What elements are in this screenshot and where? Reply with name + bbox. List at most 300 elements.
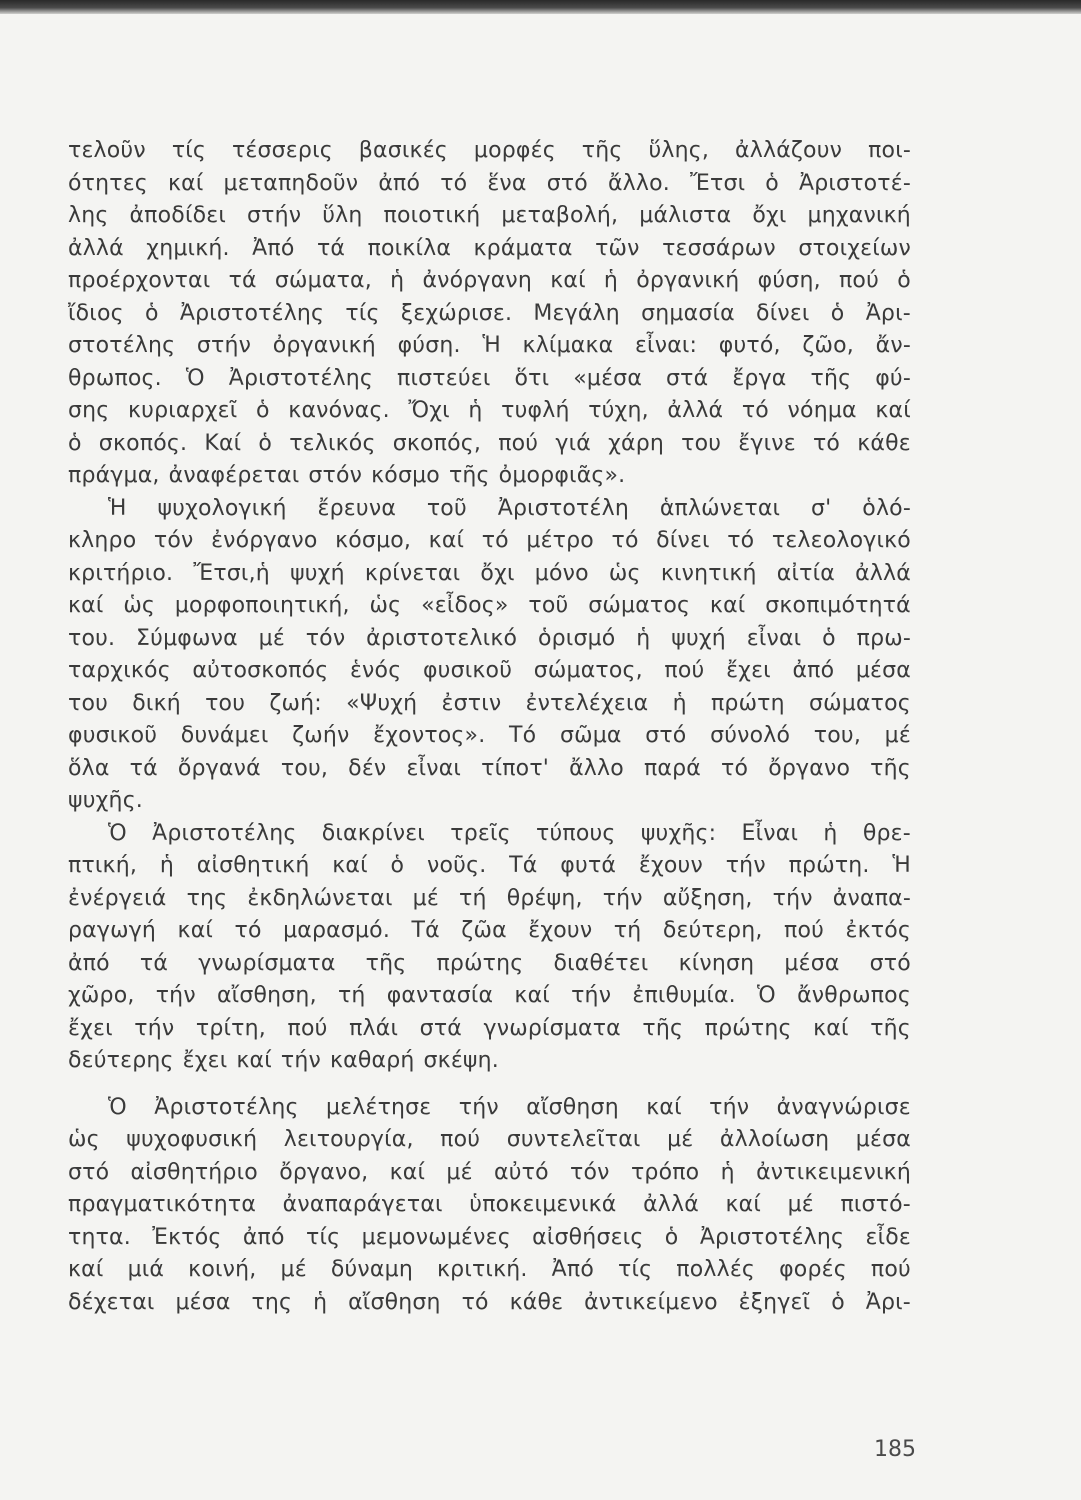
word: κοινή,	[188, 1257, 257, 1282]
word: στό	[68, 1159, 110, 1185]
word: «εἶδος»	[421, 593, 509, 618]
word: γνωρίσματα	[483, 1015, 621, 1041]
word: αὐτό	[494, 1159, 549, 1185]
text-line	[68, 753, 911, 786]
word: ραγωγή	[68, 918, 157, 943]
text-line	[68, 558, 911, 591]
word: του.	[68, 625, 116, 651]
word: ἡ	[468, 398, 483, 423]
text-line	[68, 785, 911, 818]
word: κλίμακα	[522, 333, 614, 358]
word: ἔχουν	[638, 853, 703, 878]
word: πολλές	[676, 1257, 756, 1282]
word: τελικός	[289, 430, 376, 456]
word: φυσικοῦ	[422, 658, 513, 683]
word: πρω-	[856, 625, 911, 651]
text-line	[68, 168, 911, 201]
word: κρίνεται	[364, 560, 461, 586]
word: τρόπο	[630, 1159, 700, 1185]
word: ζωήν	[292, 723, 350, 748]
word: ἔχει	[182, 1048, 228, 1073]
word: Καί	[204, 430, 242, 456]
word: βασικές	[358, 138, 448, 163]
word: τοῦ	[528, 593, 569, 618]
word: τύπους	[536, 820, 616, 846]
word: πλάι	[349, 1015, 399, 1041]
word: ἐνέργειά	[68, 885, 167, 911]
word: μάλιστα	[639, 203, 732, 228]
word: εἶναι:	[634, 333, 698, 358]
word: ὑποκειμενικά	[469, 1192, 617, 1217]
word: μέ	[446, 1159, 473, 1185]
word: δεύτερης	[68, 1048, 174, 1073]
word: τό	[741, 398, 769, 423]
text-line	[68, 655, 911, 688]
word: ἔχει	[726, 658, 771, 683]
word: τό	[812, 430, 841, 456]
text-line	[68, 460, 911, 493]
word: ἀπό	[68, 950, 110, 976]
word: καί	[709, 593, 746, 618]
word: παρά	[643, 755, 701, 781]
word: ὀργανική	[272, 333, 376, 358]
word: τῆς	[870, 755, 911, 781]
word: της	[251, 1289, 293, 1315]
word: νόημα	[787, 398, 857, 423]
word: ἐκδηλώνεται	[247, 885, 393, 911]
word: μορφές	[473, 138, 556, 163]
word: «Ψυχή	[346, 690, 418, 716]
word: κίνηση	[678, 950, 755, 976]
word: δυνάμει	[180, 723, 269, 748]
word: ὁ	[390, 853, 405, 878]
word: ὁ	[765, 170, 779, 196]
word: καί	[725, 1192, 762, 1217]
word: ὄχι	[480, 560, 515, 586]
word: Ἐκτός	[152, 1224, 222, 1250]
word: διαθέτει	[553, 950, 649, 976]
word: Ἔτσι,ἡ	[193, 560, 270, 586]
word: ψυχῆς:	[640, 820, 717, 846]
word: ζῶα	[461, 918, 507, 943]
word: φαντασία	[386, 983, 494, 1008]
word: ἡ	[823, 820, 838, 846]
word: Ἀριστοτέλης	[228, 365, 374, 391]
word: ἁπλώνεται	[659, 495, 781, 521]
word: στά	[419, 1015, 462, 1041]
text-line	[68, 1013, 911, 1046]
word: καί	[332, 853, 368, 878]
word: γιά	[555, 430, 591, 456]
word: τήν	[571, 983, 612, 1008]
word: στό	[546, 170, 588, 196]
word: τῆς	[810, 365, 852, 391]
word: τῆς	[365, 950, 407, 976]
text-line	[68, 1189, 911, 1222]
word: σώματος	[809, 690, 911, 716]
word: Ἀπό	[551, 1257, 594, 1282]
word: Ὁ	[757, 983, 776, 1008]
word: χημική.	[146, 235, 230, 261]
word: κάθε	[857, 430, 911, 456]
text-line	[68, 1045, 911, 1078]
word: τῆς	[448, 463, 490, 488]
word: τό	[461, 1289, 489, 1315]
word: μέσα	[855, 658, 911, 683]
word: πρώτη	[710, 690, 785, 716]
word: τεσσάρων	[662, 235, 776, 261]
word: τρεῖς	[450, 820, 511, 846]
word: φύ-	[875, 365, 911, 391]
word: σῶμα	[559, 723, 622, 748]
word: μέ	[280, 1257, 307, 1282]
word: καθαρή	[329, 1048, 415, 1073]
word: Ἀριστοτέλης	[179, 300, 325, 326]
word: ζωή:	[269, 690, 322, 716]
word: τό	[611, 528, 639, 553]
word: ὁ	[256, 398, 270, 423]
word: τήν	[155, 983, 196, 1008]
word: σημασία	[641, 300, 735, 326]
word: δύναμη	[330, 1257, 413, 1282]
word: ἀναγνώρισε	[776, 1094, 911, 1120]
word: ἡ	[159, 853, 174, 878]
word: Ἔτσι	[690, 170, 746, 196]
text-line	[68, 265, 911, 298]
word: τήν	[602, 885, 643, 911]
word: Ἀρι-	[865, 300, 911, 326]
word: σώματος	[588, 593, 691, 618]
word: μέ	[258, 625, 285, 651]
word: αἰτία	[776, 560, 835, 586]
word: του	[205, 690, 246, 716]
word: ὁ	[831, 1289, 845, 1315]
word: ἐκτός	[845, 918, 911, 943]
text-line	[68, 1254, 911, 1287]
word: στό	[645, 723, 687, 748]
word: μέσα	[175, 1289, 231, 1315]
word: ὡς	[68, 1127, 100, 1152]
word: τά	[129, 755, 158, 781]
word: ποιοτική	[383, 203, 481, 228]
word: αὔξηση,	[662, 885, 753, 911]
word: ἔγινε	[738, 430, 796, 456]
word: κριτική.	[437, 1257, 528, 1282]
word: ἀλλά	[68, 235, 124, 261]
word: χάρη	[608, 430, 664, 456]
text-line	[68, 818, 911, 851]
body-text	[68, 135, 911, 1319]
word: ὕλη	[322, 203, 363, 228]
word: ἡ	[603, 268, 619, 293]
word: μεταβολή,	[501, 203, 619, 228]
word: αὐτοσκοπός	[192, 658, 329, 683]
word: ἡ	[636, 625, 651, 651]
word: τελοῦν	[68, 138, 146, 163]
word: Τά	[411, 918, 440, 943]
word: καί	[167, 170, 204, 196]
word: θρέψη,	[506, 885, 583, 911]
word: στόν	[308, 463, 363, 488]
word: τή	[613, 918, 642, 943]
word: δέχεται	[68, 1289, 155, 1315]
word: τρίτη,	[195, 1015, 266, 1041]
word: ἔχει	[68, 1015, 113, 1041]
word: σκοπός,	[392, 430, 482, 456]
word: ὀμορφιᾶς».	[498, 463, 626, 488]
word: ἔχουν	[528, 918, 593, 943]
word: θρε-	[862, 820, 911, 846]
word: τίποτ'	[481, 755, 550, 781]
word: ὡς	[123, 593, 156, 618]
text-line	[68, 200, 911, 233]
text-line	[68, 720, 911, 753]
word: τήν	[458, 1094, 499, 1120]
word: ἡ	[720, 1159, 735, 1185]
word: του	[681, 430, 722, 456]
text-line	[68, 688, 911, 721]
word: καί	[389, 1159, 426, 1185]
word: καί	[177, 918, 214, 943]
word: Ἀριστοτέλης	[154, 1094, 299, 1120]
word: κανόνας.	[288, 398, 390, 423]
word: μέσα	[784, 950, 840, 976]
word: μηχανική	[807, 203, 911, 228]
word: ότητες	[68, 170, 148, 196]
text-line	[68, 623, 911, 656]
word: ὁλό-	[862, 495, 911, 521]
word: του,	[813, 723, 862, 748]
word: καί	[646, 1094, 682, 1120]
word: τυφλή	[501, 398, 570, 423]
word: δίνει	[756, 300, 810, 326]
word: τήν	[772, 885, 813, 911]
word: Ἡ	[892, 853, 911, 878]
word: του	[68, 690, 109, 716]
word: ἑνός	[349, 658, 402, 683]
word: Τό	[509, 723, 537, 748]
word: ὡς	[369, 593, 402, 618]
word: νοῦς.	[427, 853, 487, 878]
text-line	[68, 1287, 911, 1320]
word: τοῦ	[426, 495, 467, 521]
word: φορές	[779, 1257, 847, 1282]
word: τή	[337, 983, 366, 1008]
word: δική	[132, 690, 181, 716]
word: σώματα,	[274, 268, 372, 293]
word: τό	[234, 918, 262, 943]
word: Σύμφωνα	[136, 625, 238, 651]
word: μελέτησε	[325, 1094, 432, 1120]
word: ὡς	[608, 560, 641, 586]
word: δέν	[348, 755, 387, 781]
word: τό	[721, 755, 749, 781]
word: σώματος,	[533, 658, 643, 683]
word: τά	[228, 268, 257, 293]
word: ἐστιν	[441, 690, 502, 716]
word: χῶρο,	[68, 983, 135, 1008]
text-line	[68, 1157, 911, 1190]
word: τελεολογικό	[771, 528, 911, 553]
word: ὁ	[664, 1224, 679, 1250]
word: ὁ	[897, 268, 911, 293]
word: Τά	[509, 853, 538, 878]
word: μέσα	[855, 1127, 911, 1152]
word: Ἀριστοτέλης	[152, 820, 297, 846]
word: καί	[550, 268, 586, 293]
word: μέ	[667, 1127, 694, 1152]
word: τόν	[153, 528, 194, 553]
word: «μέσα	[573, 365, 643, 391]
word: πού	[287, 1015, 328, 1041]
text-line	[68, 948, 911, 981]
word: ἡ	[672, 690, 687, 716]
word: τῆς	[870, 1015, 911, 1041]
word: σκέψη.	[423, 1048, 499, 1073]
word: ἡ	[390, 268, 405, 293]
word: τό	[727, 528, 755, 553]
word: ὁ	[68, 430, 82, 456]
scan-border	[0, 0, 1081, 14]
word: θρωπος.	[68, 365, 162, 391]
word: καί	[68, 593, 104, 618]
word: τή	[459, 885, 487, 911]
word: σκοπιμότητά	[765, 593, 911, 618]
word: του,	[280, 755, 329, 781]
word: Ὄχι	[408, 398, 450, 423]
word: εἶδε	[865, 1224, 911, 1250]
text-line	[68, 363, 911, 396]
word: τήν	[280, 1048, 321, 1073]
text-line	[68, 915, 911, 948]
word: Ἀπό	[252, 235, 295, 261]
word: τήν	[709, 1094, 750, 1120]
word: μέ	[412, 885, 439, 911]
word: μέ	[884, 723, 911, 748]
word: προέρχονται	[68, 268, 211, 293]
word: τέσσερις	[231, 138, 333, 163]
word: Ὁ	[108, 1094, 127, 1120]
text-line	[68, 525, 911, 558]
word: Ἀριστοτέλη	[497, 495, 629, 521]
word: εἶναι	[746, 625, 802, 651]
text-line	[68, 395, 911, 428]
text-line	[68, 135, 911, 168]
word: σης	[68, 398, 110, 423]
word: αἴσθηση	[526, 1094, 619, 1120]
word: ὕλης,	[648, 138, 710, 163]
text-line	[68, 883, 911, 916]
word: ἄλλο	[569, 755, 624, 781]
word: ἄν-	[875, 333, 911, 358]
word: αἰσθητήριο	[130, 1159, 258, 1185]
word: καί	[813, 1015, 849, 1041]
word: ἀλλά	[643, 1192, 699, 1217]
word: ἐξηγεῖ	[738, 1289, 811, 1315]
word: ἀπό	[242, 1224, 285, 1250]
word: τίς	[618, 1257, 653, 1282]
word: στό	[869, 950, 911, 976]
word: ἐνόργανο	[211, 528, 318, 553]
word: ὁρισμό	[537, 625, 616, 651]
word: ἀναφέρεται	[168, 463, 300, 488]
word: κόσμο	[371, 463, 440, 488]
word: μιά	[127, 1257, 165, 1282]
text-line	[68, 233, 911, 266]
word: τόν	[305, 625, 346, 651]
word: κινητική	[660, 560, 757, 586]
word: συντελεῖται	[506, 1127, 641, 1152]
word: τίς	[306, 1224, 341, 1250]
word: κυριαρχεῖ	[128, 398, 238, 423]
word: πού	[664, 658, 705, 683]
text-line	[68, 330, 911, 363]
word: ἀντικειμενική	[756, 1159, 911, 1185]
word: λης	[68, 203, 109, 228]
word: πού	[838, 268, 880, 293]
word: ψυχή	[671, 625, 726, 651]
word: ἀπό	[792, 658, 835, 683]
word: ὁ	[144, 300, 159, 326]
word: στήν	[247, 203, 302, 228]
word: Ὁ	[185, 365, 205, 391]
word: τήν	[134, 1015, 175, 1041]
text-line	[68, 428, 911, 461]
word: ἀλλάζουν	[735, 138, 843, 163]
word: ἀλλά	[667, 398, 724, 423]
word: φύση.	[397, 333, 461, 358]
word: τά	[139, 950, 169, 976]
word: ταρχικός	[68, 658, 171, 683]
word: ἀριστοτελικό	[366, 625, 518, 651]
word: πτική,	[68, 853, 138, 878]
word: Μεγάλη	[533, 300, 620, 326]
word: τίς	[345, 300, 380, 326]
word: της	[186, 885, 228, 911]
word: ξεχώρισε.	[400, 300, 513, 326]
word: ἀλλά	[855, 560, 911, 586]
word: πού	[440, 1127, 481, 1152]
word: καί	[428, 528, 465, 553]
word: ψυχολογική	[157, 495, 287, 521]
word: φύση,	[757, 268, 821, 293]
word: καί	[514, 983, 550, 1008]
text-line	[68, 590, 911, 623]
word: ἀνόργανη	[422, 268, 533, 293]
word: λειτουργία,	[283, 1127, 414, 1152]
word: ποι-	[868, 138, 911, 163]
word: πού	[498, 430, 539, 456]
word: ἡ	[313, 1289, 328, 1315]
word: αἰσθήσεις	[532, 1224, 644, 1250]
word: πού	[784, 918, 825, 943]
word: ἕνα	[487, 170, 527, 196]
word: Ἡ	[108, 495, 127, 521]
word: τῶν	[595, 235, 640, 261]
word: τό	[440, 170, 468, 196]
word: Ὁ	[108, 820, 127, 846]
word: τύχη,	[588, 398, 649, 423]
word: ἐντελέχεια	[525, 690, 649, 716]
word: κληρο	[68, 528, 137, 553]
word: καί	[875, 398, 911, 423]
word: σύνολό	[710, 723, 791, 748]
word: ψυχή	[290, 560, 345, 586]
word: πράγμα,	[68, 463, 160, 488]
word: στοιχείων	[798, 235, 911, 261]
text-line	[68, 1222, 911, 1255]
word: μαρασμό.	[283, 918, 391, 943]
